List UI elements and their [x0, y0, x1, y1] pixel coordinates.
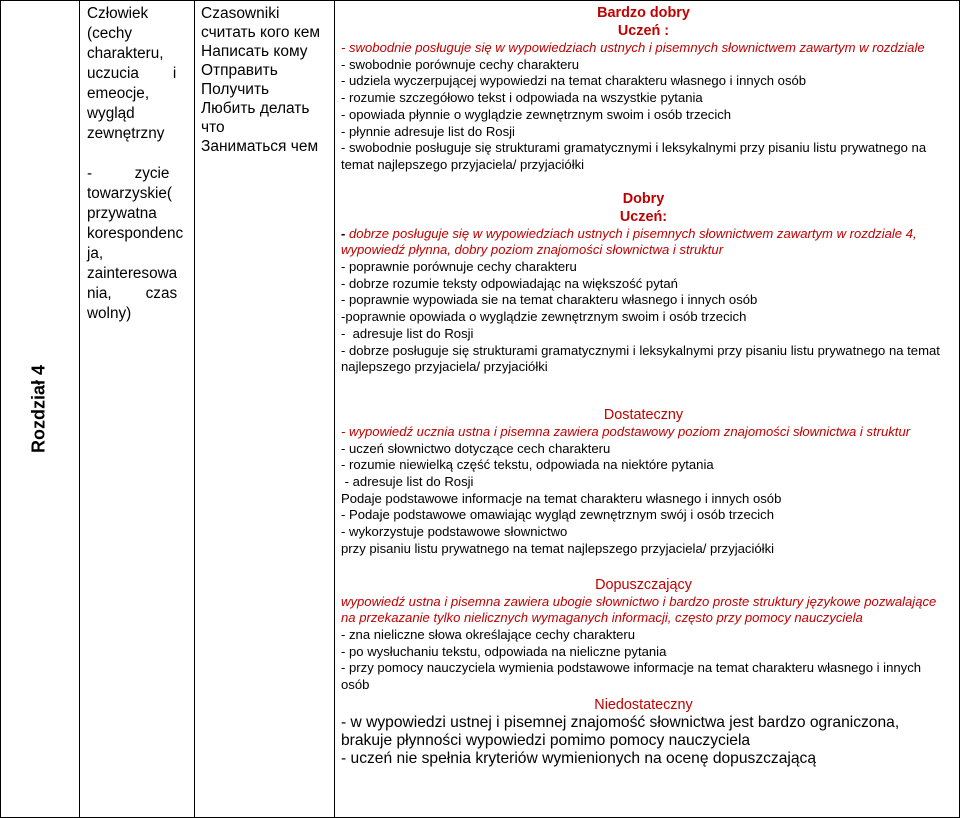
criteria-item: - zna nieliczne słowa określające cechy charakteru: [341, 626, 636, 642]
grade-title-bardzo-dobry: Bardzo dobry: [597, 5, 690, 21]
spacer: [341, 174, 946, 190]
criteria-item: - uczeń nie spełnia kryteriów wymienionych na ocenę dopuszczającą: [341, 749, 816, 767]
vocab-line: Czasowniki: [201, 5, 280, 22]
vocab-line: Любить делать: [201, 100, 310, 117]
criteria-item: - po wysłuchaniu tekstu, odpowiada na nieliczne pytania: [341, 643, 667, 659]
topic-cell: [87, 4, 188, 324]
criteria-item: - rozumie szczegółowo tekst i odpowiada na wszystkie pytania: [341, 90, 703, 106]
criteria-lead: wypowiedź ustna i pisemna zawiera ubogie słownictwo i bardzo proste struktury językowe pozwalające na przekazanie tylko nielicznych wymaganych informacji, często przy pomocy nauczyciela: [341, 593, 937, 626]
grade-title-dostateczny: Dostateczny: [603, 406, 684, 423]
criteria-item: -poprawnie opowiada o wyglądzie zewnętrznym swoim i osób trzecich: [341, 309, 747, 325]
criteria-cell: [341, 4, 946, 768]
criteria-item: - Podaje podstawowe omawiając wygląd zewnętrznym swój i osób trzecich: [341, 507, 775, 523]
criteria-item: - swobodnie posługuje się strukturami gramatycznymi i leksykalnymi przy pisaniu listu prywatnego na temat najlepszego przyjaciela/ przyjaciółki: [341, 140, 927, 172]
lead-text: dobrze posługuje się w wypowiedziach ustnych i pisemnych słownictwem zawartym w rozdziale 4, wypowiedź płynna, dobry poziom znajomości słownictwa i struktur: [341, 225, 917, 258]
topic-line: charakteru,: [87, 45, 164, 62]
criteria-item: - w wypowiedzi ustnej i pisemnej znajomość słownictwa jest bardzo ograniczona, brakuje płynności wypowiedzi pomimo pomocy nauczyciela: [341, 713, 900, 749]
topic-line: korespondenc: [87, 225, 184, 242]
criteria-item: - przy pomocy nauczyciela wymienia podstawowe informacje na temat charakteru własnego i innych osób: [341, 660, 922, 693]
criteria-item: - dobrze rozumie teksty odpowiadając na większość pytań: [341, 275, 678, 291]
topic-line: towarzyskie(: [87, 185, 172, 202]
grade-subtitle: Uczeń:: [619, 208, 668, 225]
criteria-item: - swobodnie porównuje cechy charakteru: [341, 56, 580, 72]
criteria-item: Podaje podstawowe informacje na temat charakteru własnego i innych osób: [341, 490, 782, 506]
criteria-lead: - wypowiedź ucznia ustna i pisemna zawiera podstawowy poziom znajomości słownictwa i struktur: [341, 423, 911, 439]
criteria-item: - swobodnie posługuje się w wypowiedziach ustnych i pisemnych słownictwem zawartym w rozdziale: [341, 40, 925, 55]
topic-line: nia, czas: [87, 285, 178, 302]
criteria-item: - poprawnie porównuje cechy charakteru: [341, 259, 577, 275]
criteria-item: - płynnie adresuje list do Rosji: [341, 123, 515, 139]
spacer: [341, 558, 946, 576]
criteria-item: - opowiada płynnie o wyglądzie zewnętrznym swoim i osób trzecich: [341, 106, 732, 122]
grade-title-dopuszczajacy: Dopuszczający: [595, 576, 692, 593]
vocab-line: что: [201, 119, 225, 136]
topic-line: wygląd: [87, 105, 135, 122]
criteria-item: przy pisaniu listu prywatnego na temat najlepszego przyjaciela/ przyjaciółki: [341, 540, 775, 556]
criteria-item: - adresuje list do Rosji: [341, 325, 474, 341]
topic-line: - zycie: [87, 165, 170, 182]
criteria-item: - dobrze posługuje się strukturami gramatycznymi i leksykalnymi przy pisaniu listu prywatnego na temat najlepszego przyjaciela/ przyjaciółki: [341, 342, 940, 375]
criteria-item: - adresuje list do Rosji: [341, 474, 474, 490]
topic-line: emeocje,: [87, 85, 150, 102]
topic-line: Człowiek: [87, 5, 149, 22]
topic-line: przywatna: [87, 205, 157, 222]
topic-line: ja,: [87, 245, 104, 262]
lead-dash: -: [341, 225, 349, 241]
vocab-line: Заниматься чем: [201, 138, 319, 155]
topic-line: zainteresowa: [87, 265, 178, 282]
vocabulary-cell: [201, 4, 331, 156]
grade-title-niedostateczny: Niedostateczny: [594, 696, 693, 713]
criteria-item: - poprawnie wypowiada sie na temat charakteru własnego i innych osób: [341, 292, 758, 308]
criteria-lead: [341, 226, 946, 259]
topic-line: (cechy: [87, 25, 133, 42]
chapter-label: Rozdział 4: [28, 364, 49, 454]
chapter-cell: [0, 0, 79, 816]
topic-line: uczucia i: [87, 65, 177, 82]
criteria-item: - rozumie niewielką część tekstu, odpowiada na niektóre pytania: [341, 457, 714, 473]
topic-gap: [87, 144, 188, 164]
vocab-line: Получить: [201, 81, 270, 98]
criteria-item: - udziela wyczerpującej wypowiedzi na temat charakteru własnego i innych osób: [341, 73, 807, 89]
criteria-item: - wykorzystuje podstawowe słownictwo: [341, 524, 568, 540]
vocab-line: Написать кому: [201, 43, 308, 60]
column-divider: [194, 0, 195, 818]
grade-title-dobry: Dobry: [622, 190, 665, 207]
column-divider: [334, 0, 335, 818]
vocab-line: Отправить: [201, 62, 278, 79]
column-divider: [79, 0, 80, 818]
grade-subtitle: Uczeń :: [617, 23, 670, 39]
spacer: [341, 376, 946, 406]
vocab-line: считать кого кем: [201, 24, 321, 41]
criteria-item: - uczeń słownictwo dotyczące cech charakteru: [341, 440, 611, 456]
topic-line: zewnętrzny: [87, 125, 165, 142]
topic-line: wolny): [87, 305, 132, 322]
